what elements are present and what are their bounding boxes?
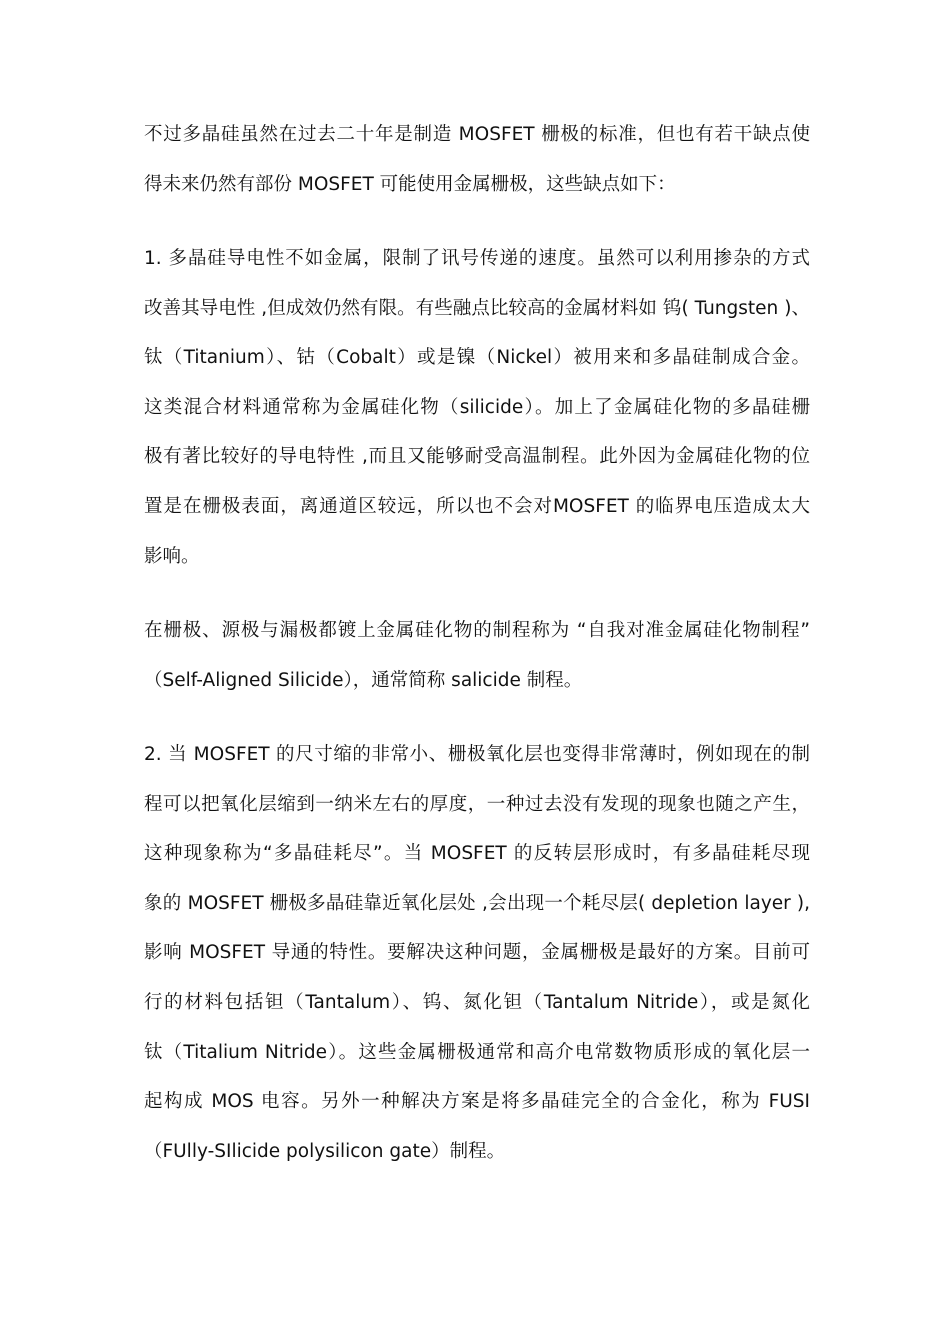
text-line: （Self-Aligned Silicide），通常简称 salicide 制程。	[144, 669, 583, 691]
text-line: 钛（Titalium Nitride）。这些金属栅极通常和高介电常数物质形成的氧化层一	[144, 1041, 810, 1063]
text-line: 这种现象称为“多晶硅耗尽”。当 MOSFET 的反转层形成时，有多晶硅耗尽现	[144, 843, 810, 865]
text-line: 象的 MOSFET 栅极多晶硅靠近氧化层处 ,会出现一个耗尽层( depletion layer ),	[144, 892, 810, 914]
text-line: 极有著比较好的导电特性 ,而且又能够耐受高温制程。此外因为金属硅化物的位	[144, 446, 810, 468]
text-line: 置是在栅极表面，离通道区较远，所以也不会对MOSFET 的临界电压造成太大	[144, 495, 810, 517]
text-line: 影响。	[144, 545, 200, 567]
text-line: 2. 当 MOSFET 的尺寸缩的非常小、栅极氧化层也变得非常薄时，例如现在的制	[144, 744, 810, 765]
text-line: 不过多晶硅虽然在过去二十年是制造 MOSFET 栅极的标准，但也有若干缺点使	[144, 124, 810, 145]
paragraph-intro	[144, 110, 810, 209]
text-line: 钛（Titanium）、钴（Cobalt）或是镍（Nickel）被用来和多晶硅制成合金。	[144, 347, 810, 369]
text-line: 这类混合材料通常称为金属硅化物（silicide）。加上了金属硅化物的多晶硅栅	[144, 396, 810, 418]
text-line: 影响 MOSFET 导通的特性。要解决这种问题，金属栅极是最好的方案。目前可	[144, 942, 810, 964]
text-line: 在栅极、源极与漏极都镀上金属硅化物的制程称为 “自我对准金属硅化物制程”	[144, 620, 810, 641]
text-line: 行的材料包括钽（Tantalum）、钨、氮化钽（Tantalum Nitride），或是氮化	[144, 991, 810, 1013]
paragraph-point-1	[144, 234, 810, 581]
text-line: 改善其导电性 ,但成效仍然有限。有些融点比较高的金属材料如 钨( Tungsten )、	[144, 297, 810, 319]
text-line: 起构成 MOS 电容。另外一种解决方案是将多晶硅完全的合金化，称为 FUSI	[144, 1091, 810, 1113]
text-line: 得未来仍然有部份 MOSFET 可能使用金属栅极，这些缺点如下：	[144, 173, 676, 195]
paragraph-salicide	[144, 606, 810, 705]
text-line: 程可以把氧化层缩到一纳米左右的厚度，一种过去没有发现的现象也随之产生，	[144, 793, 810, 815]
text-line: 1. 多晶硅导电性不如金属，限制了讯号传递的速度。虽然可以利用掺杂的方式	[144, 248, 810, 269]
text-line: （FUlly-SIlicide polysilicon gate）制程。	[144, 1140, 506, 1162]
paragraph-point-2	[144, 730, 810, 1176]
